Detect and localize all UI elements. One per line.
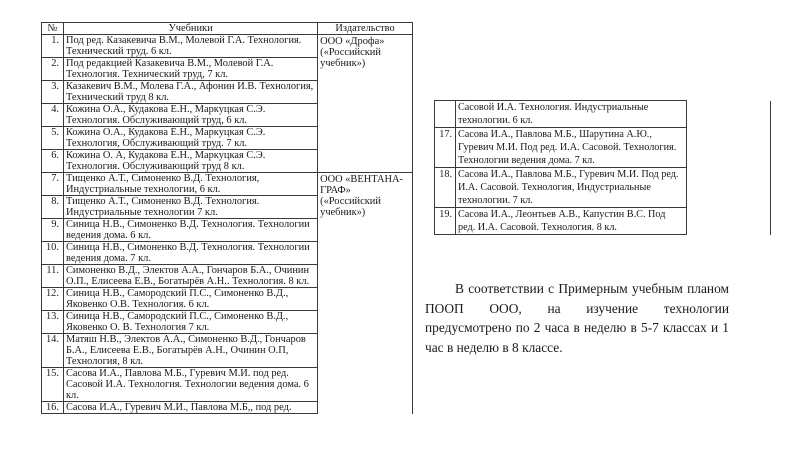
publisher-cell-empty	[687, 101, 771, 235]
row-textbook: Сасова И.А., Павлова М.Б., Гуревич М.И. под ред. Сасовой И.А. Технология. Технологии ведения дома. 6 кл.	[63, 368, 317, 402]
row-textbook: Сасова И.А., Леонтьев А.В., Капустин В.С. Под ред. И.А. Сасовой. Технология. 8 кл.	[455, 208, 686, 235]
row-textbook: Синица Н.В., Симоненко В.Д. Технология. Технологии ведения дома. 7 кл.	[63, 242, 317, 265]
row-textbook: Кожина О. А, Кудакова Е.Н., Маркуцкая С.Э. Технология. Обслуживающий труд 8 кл.	[63, 150, 317, 173]
row-number: 4.	[42, 104, 64, 127]
row-textbook: Сасовой И.А. Технология. Индустриальные технологии. 6 кл.	[455, 101, 686, 128]
row-number: 2.	[42, 58, 64, 81]
row-textbook: Тищенко А.Т., Симоненко В.Д. Технология, Индустриальные технологии, 6 кл.	[63, 173, 317, 196]
publisher-drofa: ООО «Дрофа» («Российский учебник»)	[318, 35, 413, 173]
row-textbook: Синица Н.В., Самородский П.С., Симоненко В.Д., Яковенко О. В. Технология 7 кл.	[63, 311, 317, 334]
row-number: 11.	[42, 265, 64, 288]
row-textbook: Тищенко А.Т., Симоненко В.Д. Технология. Индустриальные технологии 7 кл.	[63, 196, 317, 219]
curriculum-paragraph: В соответствии с Примерным учебным планом ПООП ООО, на изучение технологии предусмотрено по 2 часа в неделю в 5-7 классах и 1 час в неделю в 8 классе.	[425, 281, 729, 355]
row-textbook: Под редакцией Казакевича В.М., Молевой Г.А. Технология. Технический труд, 7 кл.	[63, 58, 317, 81]
publisher-ventana-graf: ООО «ВЕНТАНА-ГРАФ» («Российский учебник»)	[318, 173, 413, 414]
row-number: 14.	[42, 334, 64, 368]
row-number: 18.	[435, 168, 456, 208]
row-number: 1.	[42, 35, 64, 58]
row-number: 17.	[435, 128, 456, 168]
row-textbook: Под ред. Казакевича В.М., Молевой Г.А. Технология. Технический труд. 6 кл.	[63, 35, 317, 58]
table-row	[435, 101, 771, 128]
row-textbook: Казакевич В.М., Молева Г.А., Афонин И.В. Технология, Технический труд 8 кл.	[63, 81, 317, 104]
row-textbook: Матяш Н.В., Электов А.А., Симоненко В.Д., Гончаров Б.А., Елисеева Е.В., Богатырёв А.Н., Очинин О.П, Технология, 8 кл.	[63, 334, 317, 368]
textbooks-table-continued	[434, 100, 771, 235]
row-textbook: Симоненко В.Д., Электов А.А., Гончаров Б.А., Очинин О.П., Елисеева Е.В., Богатырёв А.Н.. Технология. 8 кл.	[63, 265, 317, 288]
row-textbook: Кожина О.А., Кудакова Е.Н., Маркуцкая С.Э. Технология, Обслуживающий труд. 7 кл.	[63, 127, 317, 150]
row-textbook: Сасова И.А., Гуревич М.И., Павлова М.Б,, под ред.	[63, 402, 317, 414]
row-number: 7.	[42, 173, 64, 196]
table-header-row	[42, 23, 413, 35]
row-number: 10.	[42, 242, 64, 265]
row-number	[435, 101, 456, 128]
row-textbook: Синица Н.В., Самородский П.С., Симоненко В.Д., Яковенко О.В. Технология. 6 кл.	[63, 288, 317, 311]
row-textbook: Кожина О.А., Кудакова Е.Н., Маркуцкая С.Э. Технология. Обслуживающий труд, 6 кл.	[63, 104, 317, 127]
row-number: 5.	[42, 127, 64, 150]
row-number: 19.	[435, 208, 456, 235]
row-number: 3.	[42, 81, 64, 104]
table-row	[42, 35, 413, 58]
header-publisher: Издательство	[318, 23, 413, 35]
row-number: 15.	[42, 368, 64, 402]
row-number: 6.	[42, 150, 64, 173]
row-textbook: Синица Н.В., Симоненко В.Д. Технология. Технологии ведения дома. 6 кл.	[63, 219, 317, 242]
header-textbooks: Учебники	[63, 23, 317, 35]
textbooks-table	[41, 22, 413, 414]
row-textbook: Сасова И.А., Павлова М.Б., Гуревич М.И. Под ред. И.А. Сасовой. Технология, Индустриальные технологии. 7 кл.	[455, 168, 686, 208]
row-number: 9.	[42, 219, 64, 242]
row-number: 16.	[42, 402, 64, 414]
header-number: №	[42, 23, 64, 35]
row-number: 12.	[42, 288, 64, 311]
row-textbook: Сасова И.А., Павлова М.Б., Шарутина А.Ю., Гуревич М.И. Под ред. И.А. Сасовой. Технология. Технологии ведения дома. 7 кл.	[455, 128, 686, 168]
row-number: 13.	[42, 311, 64, 334]
table-row	[42, 173, 413, 196]
row-number: 8.	[42, 196, 64, 219]
